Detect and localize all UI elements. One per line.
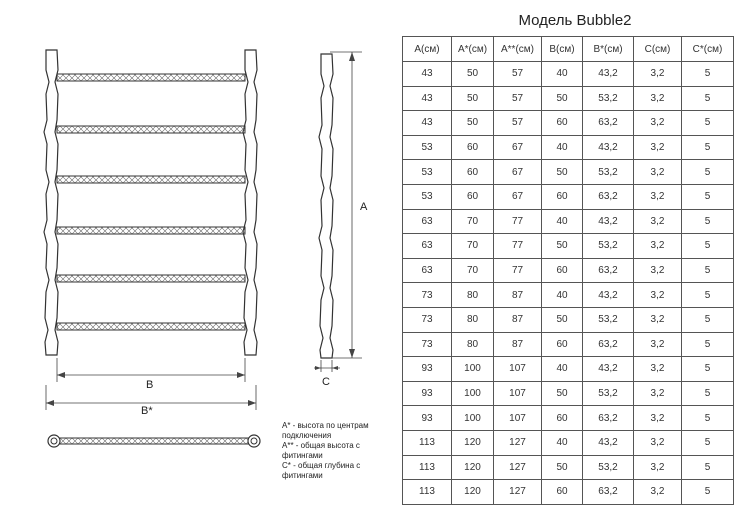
table-cell: 77: [494, 209, 542, 234]
table-body: [403, 62, 734, 505]
rung: [57, 126, 245, 133]
col-header-c: C(см): [634, 37, 682, 62]
table-cell: 50: [542, 381, 583, 406]
table-row: [403, 430, 734, 455]
table-cell: 53,2: [583, 455, 634, 480]
table-cell: 50: [452, 111, 494, 136]
table-cell: 43,2: [583, 430, 634, 455]
legend-line: C* - общая глубина с: [282, 461, 361, 470]
table-cell: 80: [452, 307, 494, 332]
col-header-b-star: B*(см): [583, 37, 634, 62]
table-row: [403, 455, 734, 480]
col-header-b: B(см): [542, 37, 583, 62]
table-cell: 3,2: [634, 357, 682, 382]
table-cell: 120: [452, 430, 494, 455]
table-cell: 113: [403, 455, 452, 480]
table-cell: 50: [542, 307, 583, 332]
table-cell: 57: [494, 86, 542, 111]
legend-line: фитингами: [282, 451, 323, 460]
table-cell: 60: [542, 480, 583, 505]
table-cell: 60: [452, 160, 494, 185]
table-cell: 5: [682, 430, 734, 455]
table-row: [403, 135, 734, 160]
table-row: [403, 86, 734, 111]
table-cell: 5: [682, 135, 734, 160]
dimension-a-label: A: [360, 201, 368, 213]
legend-line: фитингами: [282, 471, 323, 480]
table-cell: 63: [403, 234, 452, 259]
table-cell: 53,2: [583, 160, 634, 185]
table-cell: 60: [542, 184, 583, 209]
table-cell: 5: [682, 381, 734, 406]
legend-line: подключения: [282, 431, 332, 440]
table-header-row: [403, 37, 734, 62]
col-header-a-double-star: A**(см): [494, 37, 542, 62]
side-view: [319, 54, 333, 358]
table-row: [403, 160, 734, 185]
table-cell: 43,2: [583, 209, 634, 234]
table-cell: 43: [403, 111, 452, 136]
table-row: [403, 258, 734, 283]
table-cell: 60: [542, 332, 583, 357]
table-cell: 120: [452, 480, 494, 505]
table-cell: 50: [542, 160, 583, 185]
table-cell: 107: [494, 357, 542, 382]
table-cell: 50: [542, 86, 583, 111]
table-cell: 80: [452, 283, 494, 308]
rung: [57, 176, 245, 183]
table-cell: 63: [403, 258, 452, 283]
table-cell: 107: [494, 406, 542, 431]
rungs: [57, 74, 245, 330]
table-cell: 100: [452, 406, 494, 431]
table-cell: 100: [452, 357, 494, 382]
table-cell: 5: [682, 480, 734, 505]
table-cell: 5: [682, 307, 734, 332]
table-cell: 43,2: [583, 135, 634, 160]
table-cell: 53,2: [583, 381, 634, 406]
table-row: [403, 234, 734, 259]
table-cell: 53,2: [583, 86, 634, 111]
table-cell: 3,2: [634, 430, 682, 455]
table-cell: 53: [403, 135, 452, 160]
size-table: [402, 36, 734, 505]
table-cell: 5: [682, 234, 734, 259]
table-cell: 57: [494, 62, 542, 87]
table-cell: 127: [494, 480, 542, 505]
table-cell: 127: [494, 455, 542, 480]
table-cell: 5: [682, 111, 734, 136]
table-cell: 73: [403, 332, 452, 357]
table-cell: 3,2: [634, 209, 682, 234]
table-cell: 63,2: [583, 258, 634, 283]
table-row: [403, 184, 734, 209]
table-cell: 87: [494, 332, 542, 357]
table-cell: 93: [403, 357, 452, 382]
table-cell: 60: [452, 184, 494, 209]
table-row: [403, 381, 734, 406]
table-cell: 77: [494, 234, 542, 259]
right-post: [243, 50, 257, 355]
table-cell: 120: [452, 455, 494, 480]
table-cell: 43,2: [583, 357, 634, 382]
table-row: [403, 62, 734, 87]
table-cell: 5: [682, 357, 734, 382]
table-cell: 3,2: [634, 381, 682, 406]
table-cell: 3,2: [634, 111, 682, 136]
table-cell: 57: [494, 111, 542, 136]
table-cell: 67: [494, 135, 542, 160]
legend: [282, 421, 402, 481]
table-row: [403, 209, 734, 234]
table-cell: 3,2: [634, 160, 682, 185]
table-cell: 70: [452, 258, 494, 283]
table-cell: 40: [542, 62, 583, 87]
model-title: Модель Bubble2: [518, 12, 632, 29]
table-cell: 67: [494, 184, 542, 209]
table-cell: 80: [452, 332, 494, 357]
table-row: [403, 406, 734, 431]
table-cell: 70: [452, 234, 494, 259]
table-cell: 50: [542, 455, 583, 480]
table-cell: 53,2: [583, 307, 634, 332]
table-cell: 43,2: [583, 283, 634, 308]
dimension-a: [330, 52, 368, 358]
table-cell: 60: [542, 258, 583, 283]
table-cell: 60: [452, 135, 494, 160]
table-cell: 43: [403, 86, 452, 111]
table-cell: 113: [403, 480, 452, 505]
table-cell: 77: [494, 258, 542, 283]
table-cell: 60: [542, 111, 583, 136]
table-cell: 100: [452, 381, 494, 406]
table-cell: 5: [682, 62, 734, 87]
table-row: [403, 357, 734, 382]
table-cell: 63,2: [583, 184, 634, 209]
table-cell: 50: [542, 234, 583, 259]
table-row: [403, 307, 734, 332]
table-cell: 3,2: [634, 455, 682, 480]
table-cell: 63,2: [583, 111, 634, 136]
table-cell: 5: [682, 209, 734, 234]
table-cell: 93: [403, 381, 452, 406]
table-cell: 53: [403, 160, 452, 185]
table-cell: 3,2: [634, 307, 682, 332]
table-cell: 63,2: [583, 406, 634, 431]
table-cell: 40: [542, 357, 583, 382]
table-cell: 3,2: [634, 283, 682, 308]
table-row: [403, 111, 734, 136]
col-header-a-star: A*(см): [452, 37, 494, 62]
table-cell: 93: [403, 406, 452, 431]
rung: [57, 227, 245, 234]
table-row: [403, 480, 734, 505]
table-cell: 3,2: [634, 234, 682, 259]
table-cell: 3,2: [634, 480, 682, 505]
table-cell: 43,2: [583, 62, 634, 87]
table-row: [403, 283, 734, 308]
rung: [57, 74, 245, 81]
rung: [57, 323, 245, 330]
table-cell: 5: [682, 332, 734, 357]
table-cell: 5: [682, 258, 734, 283]
table-cell: 5: [682, 86, 734, 111]
col-header-a: A(см): [403, 37, 452, 62]
table-cell: 73: [403, 283, 452, 308]
table-cell: 3,2: [634, 135, 682, 160]
table-cell: 70: [452, 209, 494, 234]
table-row: [403, 332, 734, 357]
dimension-c-label: C: [322, 376, 330, 388]
table-cell: 3,2: [634, 184, 682, 209]
table-cell: 107: [494, 381, 542, 406]
table-cell: 87: [494, 283, 542, 308]
table-cell: 40: [542, 283, 583, 308]
table-cell: 63,2: [583, 480, 634, 505]
left-post: [44, 50, 58, 355]
col-header-c-star: C*(см): [682, 37, 734, 62]
table-cell: 40: [542, 430, 583, 455]
table-cell: 53: [403, 184, 452, 209]
table-cell: 73: [403, 307, 452, 332]
table-cell: 113: [403, 430, 452, 455]
table-cell: 63,2: [583, 332, 634, 357]
table-cell: 3,2: [634, 62, 682, 87]
table-cell: 53,2: [583, 234, 634, 259]
table-cell: 40: [542, 135, 583, 160]
table-cell: 5: [682, 283, 734, 308]
dimension-b-star-label: B*: [141, 405, 153, 417]
table-cell: 5: [682, 184, 734, 209]
table-cell: 127: [494, 430, 542, 455]
table-cell: 50: [452, 86, 494, 111]
table-cell: 50: [452, 62, 494, 87]
top-view: [48, 435, 260, 447]
rung: [57, 275, 245, 282]
dimension-b-label: B: [146, 379, 154, 391]
table-cell: 3,2: [634, 258, 682, 283]
dimension-b: [57, 358, 245, 391]
table-cell: 5: [682, 406, 734, 431]
table-cell: 43: [403, 62, 452, 87]
dimension-c: [314, 360, 340, 388]
legend-line: A** - общая высота с: [282, 441, 360, 450]
table-cell: 3,2: [634, 332, 682, 357]
table-cell: 60: [542, 406, 583, 431]
table-cell: 5: [682, 455, 734, 480]
legend-line: A* - высота по центрам: [282, 421, 369, 430]
table-cell: 67: [494, 160, 542, 185]
table-cell: 63: [403, 209, 452, 234]
table-cell: 40: [542, 209, 583, 234]
table-cell: 3,2: [634, 86, 682, 111]
table-cell: 87: [494, 307, 542, 332]
table-cell: 5: [682, 160, 734, 185]
table-cell: 3,2: [634, 406, 682, 431]
